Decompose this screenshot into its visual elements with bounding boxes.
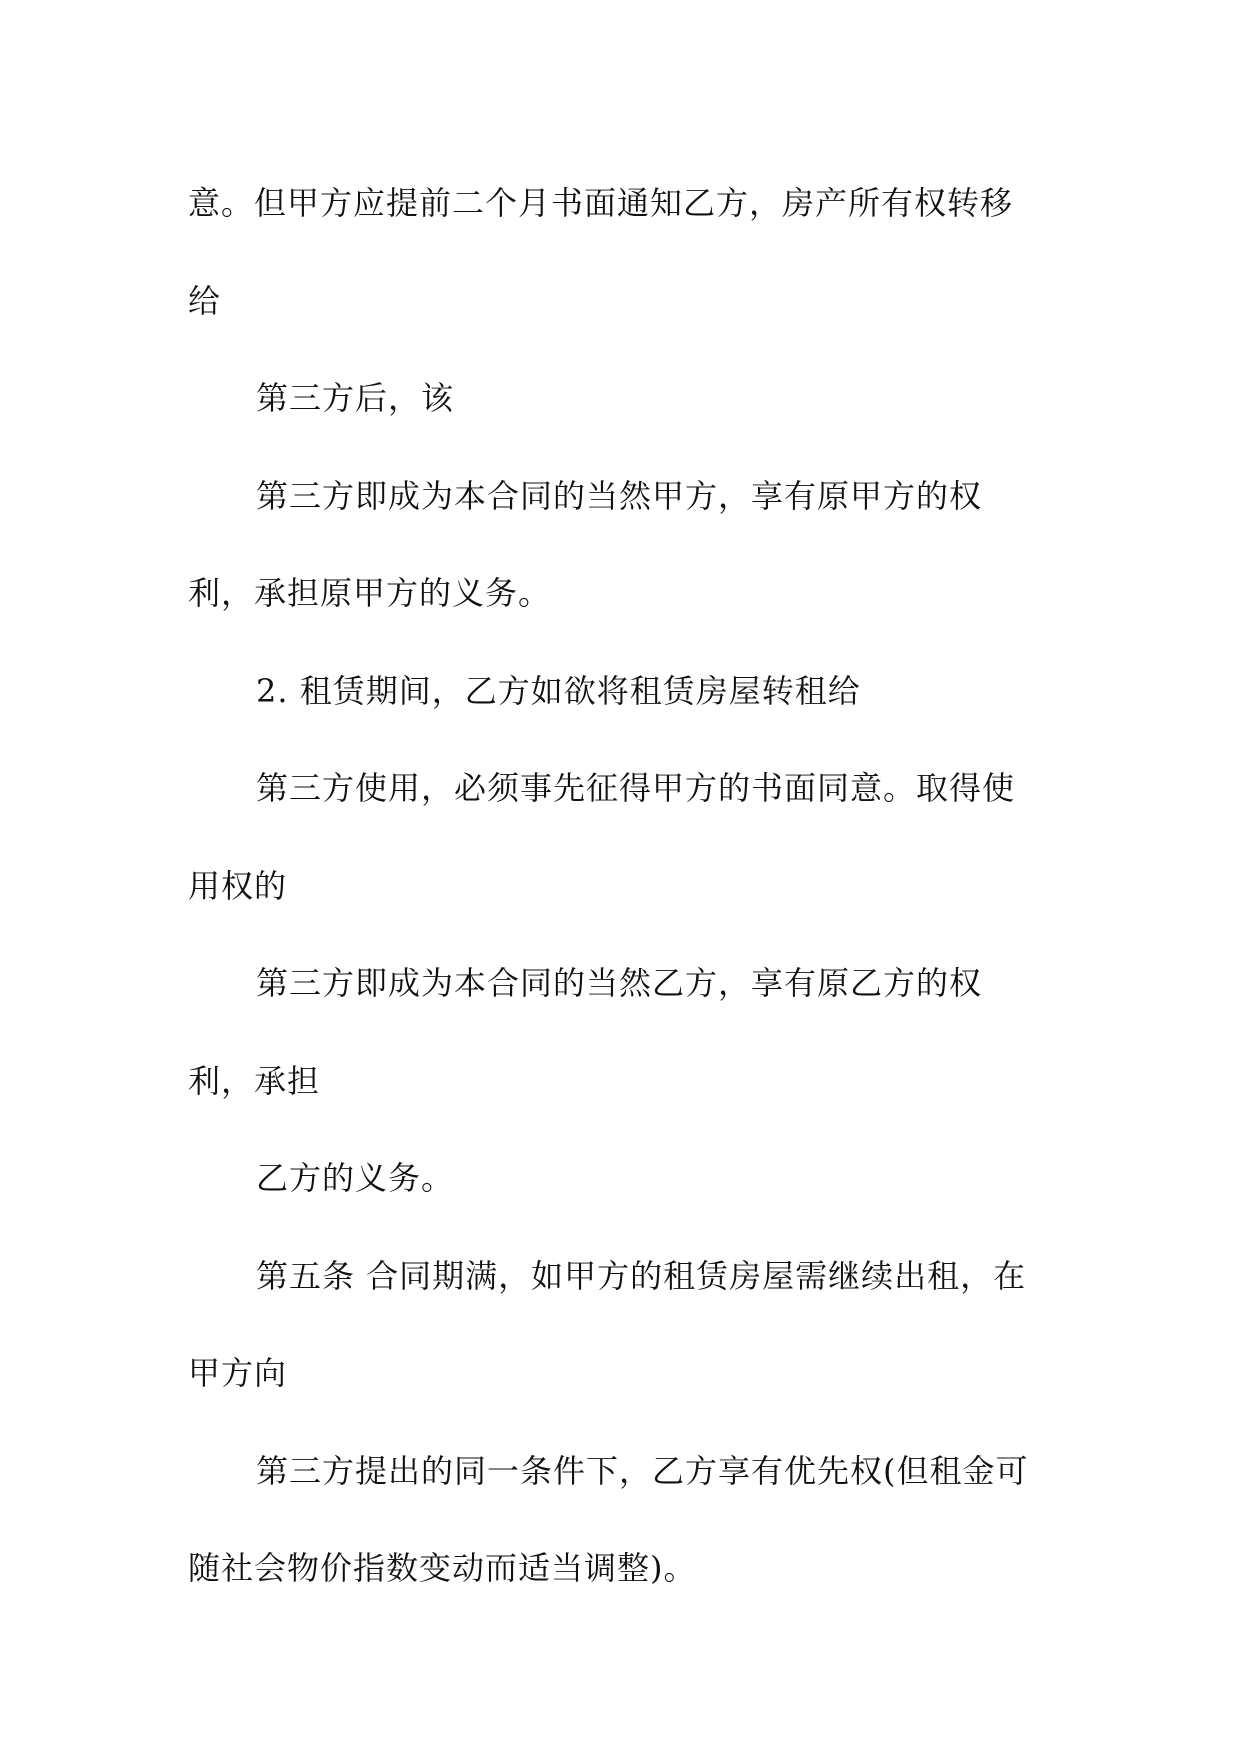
text-line: 乙方的义务。 — [256, 1159, 455, 1197]
text-line: 第三方即成为本合同的当然甲方，享有原甲方的权 — [256, 477, 983, 515]
text-line: 利，承担原甲方的义务。 — [188, 574, 552, 612]
text-line: 用权的 — [188, 867, 288, 905]
text-line: 第三方后，该 — [256, 379, 455, 417]
text-line: 第五条 合同期满，如甲方的租赁房屋需继续出租，在 — [256, 1257, 1027, 1295]
text-line: 第三方使用，必须事先征得甲方的书面同意。取得使 — [256, 769, 1016, 807]
text-line: 利，承担 — [188, 1062, 321, 1100]
text-line: 随社会物价指数变动而适当调整)。 — [188, 1549, 697, 1587]
text-line: 甲方向 — [188, 1354, 288, 1392]
text-line: 第三方提出的同一条件下，乙方享有优先权(但租金可 — [256, 1452, 1029, 1490]
text-line: 2. 租赁期间，乙方如欲将租赁房屋转租给 — [256, 672, 861, 710]
text-line: 第三方即成为本合同的当然乙方，享有原乙方的权 — [256, 964, 983, 1002]
text-line: 意。但甲方应提前二个月书面通知乙方，房产所有权转移 — [188, 184, 1014, 222]
text-line: 给 — [188, 282, 222, 320]
